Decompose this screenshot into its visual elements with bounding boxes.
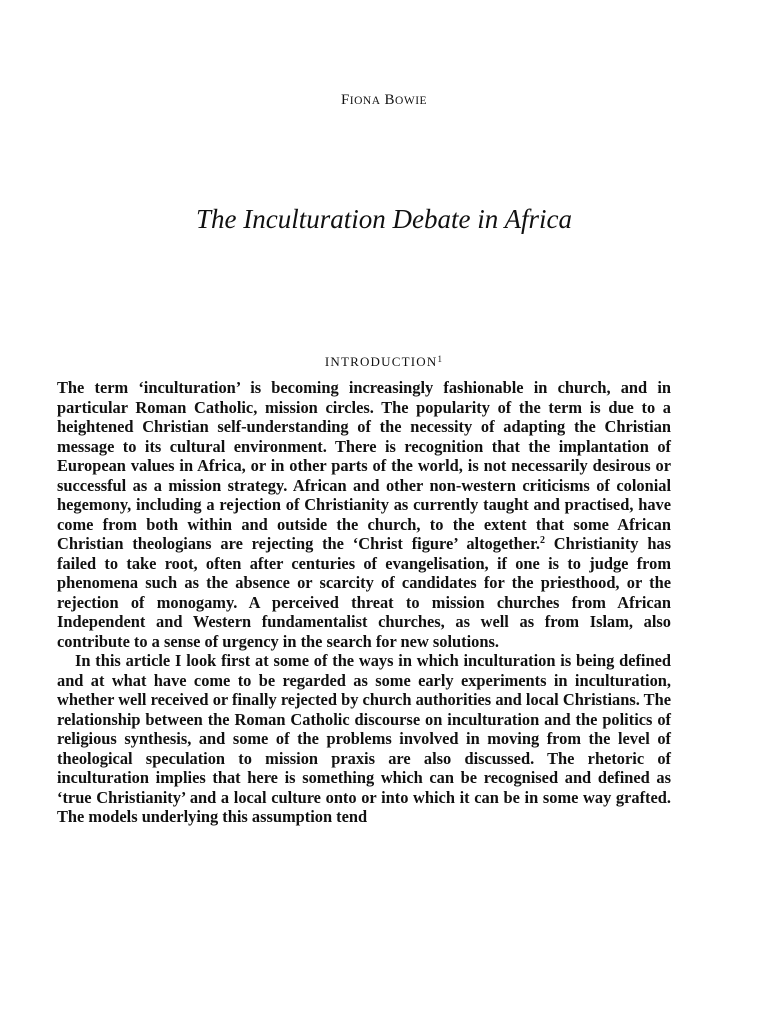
section-footnote-marker: 1 bbox=[437, 354, 444, 364]
section-heading-text: INTRODUCTION bbox=[324, 354, 438, 369]
author-first-initial: F bbox=[340, 92, 350, 108]
author-last-rest: OWIE bbox=[395, 95, 428, 107]
paragraph-2: In this article I look first at some of the ways in which inculturation is being defined and at what have come to be regarded as some early experiments in inculturation, whether well received or finally rejected by church authorities and local Christians. The relationship between the Roman Catholic discourse on inculturation and the politics of religious synthesis, and some of the problems involved in moving from the level of theological speculation to mission praxis are also discussed. The rhetoric of inculturation implies that here is something which can be recognised and defined as ‘true Christianity’ and a local culture onto or into which it can be in some way grafted. The models underlying this assumption tend bbox=[57, 651, 671, 826]
paragraph-1-text-b: Christianity has failed to take root, often after centuries of evangelisation, if one is to judge from phenomena such as the absence or scarcity of candidates for the priesthood, or the rejection of monogamy. A perceived threat to mission churches from African Independent and Western fundamentalist churches, as well as from Islam, also contribute to a sense of urgency in the search for new solutions. bbox=[57, 534, 672, 651]
article-title: The Inculturation Debate in Africa bbox=[196, 204, 572, 234]
paragraph-1-text-a: The term ‘inculturation’ is becoming increasingly fashionable in church, and in particular Roman Catholic, mission circles. The popularity of the term is due to a heightened Christian self-understanding of the necessity of adapting the Christian message to its cultural environment. There is recognition that the implantation of European values in Africa, or in other parts of the world, is not necessarily desirous or successful as a mission strategy. African and other non-western criticisms of colonial hegemony, including a rejection of Christianity as currently taught and practised, have come from both within and outside the church, to the extent that some African Christian theologians are rejecting the ‘Christ figure’ altogether. bbox=[57, 378, 671, 553]
section-heading bbox=[0, 354, 768, 370]
paragraph-1 bbox=[57, 378, 671, 651]
author-last-initial: B bbox=[384, 92, 396, 108]
article-body bbox=[57, 378, 671, 827]
footnote-marker-2: 2 bbox=[539, 535, 545, 546]
author-first-rest: IONA bbox=[349, 95, 381, 107]
running-header-author bbox=[0, 92, 768, 109]
